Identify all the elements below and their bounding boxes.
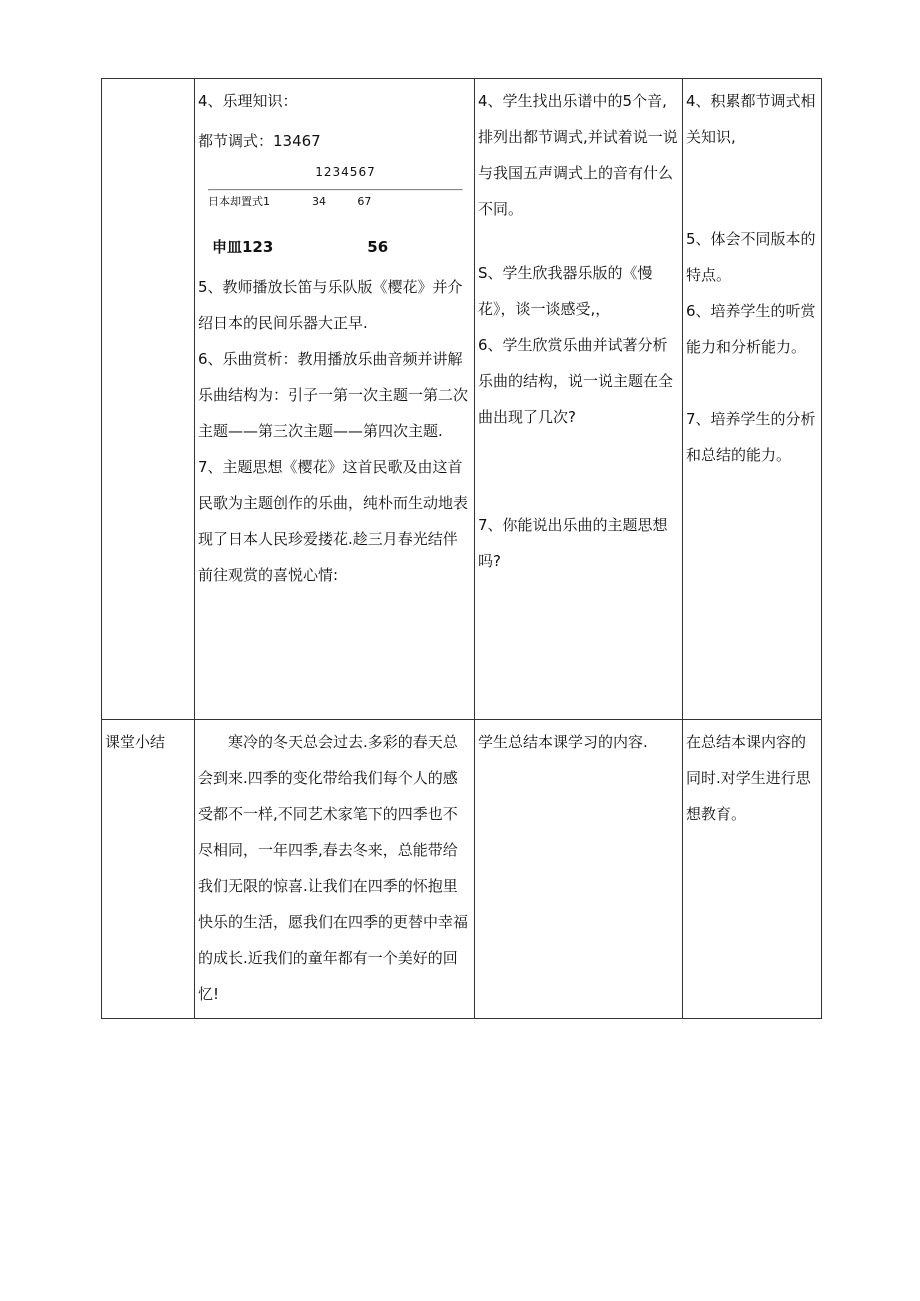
intent-item-7: 7、培养学生的分析和总结的能力。 (686, 410, 816, 464)
student-item-4: 4、学生找出乐谱中的5个音,排列出都节调式,并试着说一说与我国五声调式上的音有什么不同。 (478, 92, 678, 218)
scale-degrees-label: 1234567 (315, 165, 376, 179)
chinese-scale-line: 申皿123 56 (212, 238, 389, 256)
flute-version-item: 5、教师播放长笛与乐队版《樱花》并介绍日本的民间乐器大正早. (198, 278, 463, 332)
summary-intent-cell (683, 720, 822, 1019)
summary-intent-text: 在总结本课内容的同时.对学生进行思想教育。 (686, 733, 811, 823)
dujie-mode-line: 都节调式：13467 (198, 132, 321, 150)
summary-student-text: 学生总结本课学习的内容. (478, 733, 648, 751)
row-label-cell-empty (102, 79, 195, 720)
summary-student-cell (475, 720, 683, 1019)
summary-teacher-cell (195, 720, 475, 1019)
student-activity-cell (475, 79, 683, 720)
teaching-process-row (102, 79, 822, 720)
theme-idea-text: 7、主题思想《樱花》这首民歌及由这首民歌为主题创作的乐曲，纯朴而生动地表现了日本人民珍爱搂花.趁三月春光结伴前往观赏的喜悦心情: (198, 458, 469, 584)
class-summary-row (102, 720, 822, 1019)
scale-comparison-figure (208, 163, 463, 211)
student-item-5: S、学生欣我器乐版的《慢花》，谈一谈感受,， (478, 264, 653, 318)
intent-item-4: 4、积累都节调式相关知识, (686, 92, 816, 146)
japanese-scale-line: 日本却置式1 34 67 (208, 195, 372, 208)
summary-teacher-text: 寒冷的冬天总会过去.多彩的春天总会到来.四季的变化带给我们每个人的感受都不一样,不同艺术家笔下的四季也不尽相同，一年四季,春去冬来，总能带给我们无限的惊喜.让我们在四季的怀抱里快乐的生活，愿我们在四季的更替中幸福的成长.近我们的童年都有一个美好的回忆! (198, 733, 469, 1003)
intent-item-5: 5、体会不同版本的特点。 (686, 230, 816, 284)
music-theory-title: 4、乐理知识： (198, 92, 298, 110)
lesson-plan-table (101, 78, 822, 1019)
summary-label-cell (102, 720, 195, 1019)
student-item-7: 7、你能说出乐曲的主题思想吗? (478, 516, 668, 570)
teacher-activity-cell (195, 79, 475, 720)
summary-label: 课堂小结 (105, 733, 166, 751)
scale-divider (208, 189, 463, 191)
intent-item-6: 6、培养学生的听赏能力和分析能力。 (686, 302, 816, 356)
design-intent-cell (683, 79, 822, 720)
appreciation-title: 6、乐曲赏析：教用播放乐曲音频并讲解 (198, 350, 463, 368)
music-structure-text: 乐曲结构为：引子一第一次主题一第二次主题——第三次主题——第四次主题. (198, 386, 469, 440)
student-item-6: 6、学生欣赏乐曲并试著分析乐曲的结构，说一说主题在全曲出现了几次? (478, 336, 674, 426)
